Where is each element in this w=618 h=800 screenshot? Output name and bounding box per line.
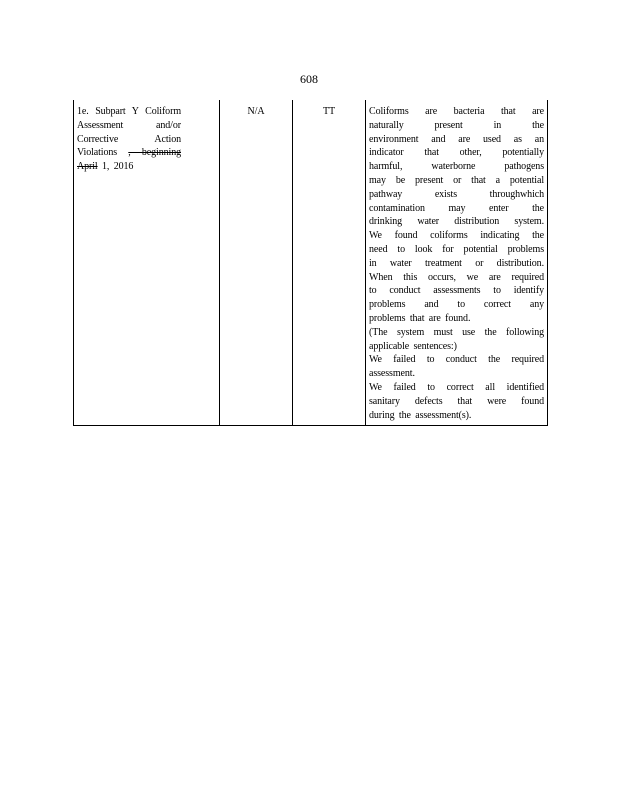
health-effects-line: sanitary defects that were found bbox=[369, 395, 544, 407]
mcl-cell bbox=[220, 100, 293, 426]
health-effects-line: We failed to conduct the required bbox=[369, 354, 544, 366]
type-cell bbox=[293, 100, 366, 426]
health-effects-line: problems that are found. bbox=[369, 312, 471, 324]
violations-table bbox=[73, 100, 548, 426]
violation-type-text bbox=[77, 105, 181, 174]
health-effects-line: need to look for potential problems bbox=[369, 243, 544, 255]
health-effects-line: harmful, waterborne pathogens bbox=[369, 161, 544, 173]
health-effects-line: during the assessment(s). bbox=[369, 409, 472, 421]
type-value: TT bbox=[322, 106, 336, 117]
violation-type-cell bbox=[74, 100, 220, 426]
health-effects-line: environment and are used as an bbox=[369, 133, 544, 145]
violation-date: 1, 2016 bbox=[102, 161, 134, 173]
page-number: 608 bbox=[300, 72, 318, 86]
health-effects-line: naturally present in the bbox=[369, 119, 544, 131]
health-effects-line: pathway exists throughwhich bbox=[369, 188, 544, 200]
health-effects-line: applicable sentences:) bbox=[369, 340, 457, 352]
health-effects-line: may be present or that a potential bbox=[369, 174, 544, 186]
health-effects-line: indicator that other, potentially bbox=[369, 147, 544, 159]
health-effects-line: We found coliforms indicating the bbox=[369, 230, 544, 242]
mcl-value: N/A bbox=[247, 106, 265, 117]
health-effects-line: drinking water distribution system. bbox=[369, 216, 544, 228]
health-effects-line: (The system must use the following bbox=[369, 326, 544, 338]
health-effects-line: problems and to correct any bbox=[369, 299, 544, 311]
violation-type-label: 1e. Subpart Y Coliform Assessment and/or Corrective Action Violations bbox=[77, 106, 181, 159]
table-row bbox=[74, 100, 548, 426]
health-effects-line: When this occurs, we are required bbox=[369, 271, 544, 283]
health-effects-line: We failed to correct all identified bbox=[369, 381, 544, 393]
health-effects-cell bbox=[366, 100, 548, 426]
health-effects-line: Coliforms are bacteria that are bbox=[369, 106, 544, 117]
health-effects-line: to conduct assessments to identify bbox=[369, 285, 544, 297]
struck-text: , beginning April bbox=[77, 147, 181, 173]
health-effects-line: in water treatment or distribution. bbox=[369, 257, 544, 269]
health-effects-line: assessment. bbox=[369, 368, 415, 380]
health-effects-line: contamination may enter the bbox=[369, 202, 544, 214]
